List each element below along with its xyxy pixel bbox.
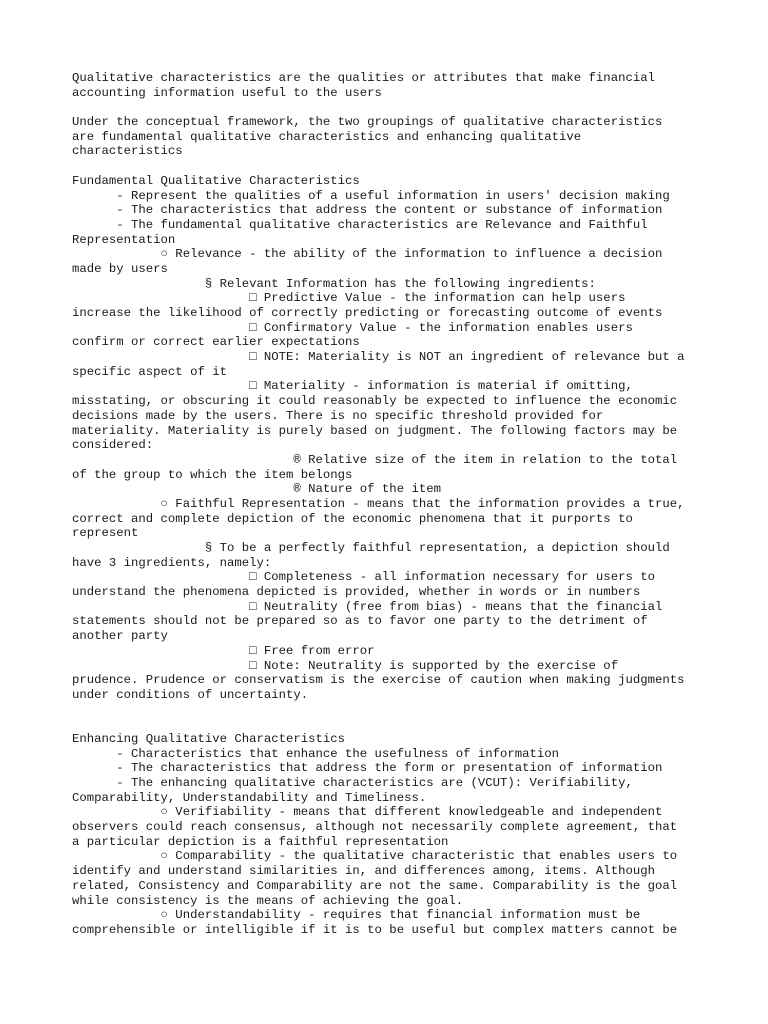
text-line: understand the phenomena depicted is provided, whether in words or in numbers [72, 585, 641, 600]
text-line: characteristics [72, 144, 183, 159]
text-line: identify and understand similarities in, and differences among, items. Although [72, 864, 655, 879]
text-line: increase the likelihood of correctly predicting or forecasting outcome of events [72, 306, 663, 320]
blank-line [72, 100, 712, 115]
text-line: another party [72, 629, 168, 644]
text-line: prudence. Prudence or conservatism is the exercise of caution when making judgments [72, 673, 685, 688]
text-line: while consistency is the means of achieving the goal. [72, 893, 464, 908]
text-line: related, Consistency and Comparability are not the same. Comparability is the goal [72, 878, 678, 893]
text-line: ® Relative size of the item in relation to the total [72, 452, 678, 467]
text-line: § To be a perfectly faithful representation, a depiction should [72, 541, 670, 555]
blank-line [72, 703, 712, 718]
text-line: correct and complete depiction of the economic phenomena that it purports to [72, 511, 633, 526]
text-line: ○ Understandability - requires that financial information must be [72, 908, 641, 923]
text-line: represent [72, 526, 139, 541]
text-line: □ Materiality - information is material if omitting, [72, 379, 633, 394]
text-line: ○ Faithful Representation - means that the information provides a true, [72, 496, 685, 511]
text-line: misstating, or obscuring it could reasonably be expected to influence the economic [72, 394, 678, 409]
text-line: ○ Verifiability - means that different knowledgeable and independent [72, 805, 663, 820]
text-line: materiality. Materiality is purely based on judgment. The following factors may be [72, 423, 678, 438]
text-line: made by users [72, 261, 168, 276]
text-line: □ Neutrality (free from bias) - means that the financial [72, 599, 663, 614]
blank-line [72, 717, 712, 732]
text-line: Qualitative characteristics are the qualities or attributes that make financial [72, 71, 655, 85]
text-line: □ NOTE: Materiality is NOT an ingredient of relevance but a [72, 350, 685, 365]
text-line: Comparability, Understandability and Timeliness. [72, 790, 427, 805]
text-line: accounting information useful to the users [72, 85, 382, 100]
text-line: ○ Relevance - the ability of the information to influence a decision [72, 247, 663, 262]
text-line: § Relevant Information has the following ingredients: [72, 276, 596, 291]
text-line: Fundamental Qualitative Characteristics [72, 173, 360, 188]
text-line: ○ Comparability - the qualitative characteristic that enables users to [72, 849, 678, 864]
text-line: □ Completeness - all information necessary for users to [72, 570, 655, 585]
text-line: confirm or correct earlier expectations [72, 335, 360, 350]
text-line: □ Note: Neutrality is supported by the exercise of [72, 658, 619, 673]
text-line: Representation [72, 232, 176, 247]
text-line: a particular depiction is a faithful representation [72, 834, 449, 849]
text-line: Enhancing Qualitative Characteristics [72, 731, 346, 746]
text-line: of the group to which the item belongs [72, 467, 353, 482]
text-line: comprehensible or intelligible if it is to be useful but complex matters cannot be [72, 922, 678, 937]
text-line: □ Confirmatory Value - the information enables users [72, 320, 633, 335]
text-line: ® Nature of the item [72, 482, 441, 497]
text-line: - The characteristics that address the form or presentation of information [72, 761, 663, 776]
text-line: - The fundamental qualitative characteristics are Relevance and Faithful [72, 217, 648, 232]
text-line: Under the conceptual framework, the two groupings of qualitative characteristics [72, 115, 663, 130]
text-line: considered: [72, 438, 154, 453]
text-line: specific aspect of it [72, 364, 227, 379]
text-line: - The enhancing qualitative characteristics are (VCUT): Verifiability, [72, 776, 633, 790]
text-line: observers could reach consensus, although not necessarily complete agreement, that [72, 820, 678, 835]
text-line: □ Predictive Value - the information can help users [72, 291, 626, 306]
text-line: are fundamental qualitative characteristics and enhancing qualitative [72, 129, 582, 144]
text-line: - Represent the qualities of a useful information in users' decision making [72, 188, 670, 203]
text-line: have 3 ingredients, namely: [72, 555, 272, 570]
document-body [72, 71, 712, 938]
text-line: □ Free from error [72, 643, 375, 658]
blank-line [72, 159, 712, 174]
text-line: statements should not be prepared so as to favor one party to the detriment of [72, 614, 648, 629]
text-line: - The characteristics that address the content or substance of information [72, 203, 663, 218]
text-line: decisions made by the users. There is no specific threshold provided for [72, 408, 604, 423]
text-line: under conditions of uncertainty. [72, 687, 309, 702]
text-line: - Characteristics that enhance the usefulness of information [72, 746, 560, 761]
